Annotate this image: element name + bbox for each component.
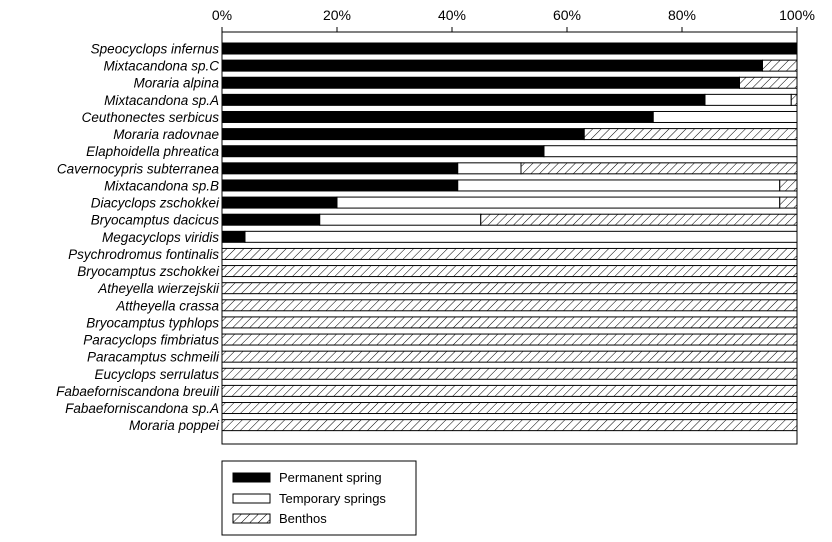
category-label: Bryocamptus dacicus bbox=[90, 212, 219, 228]
category-label: Diacyclops zschokkei bbox=[90, 195, 219, 211]
bar-segment-permanent-spring bbox=[222, 214, 320, 225]
bar-segment-benthos bbox=[222, 403, 797, 414]
category-label: Ceuthonectes serbicus bbox=[81, 109, 219, 125]
bar-segment-benthos bbox=[521, 163, 797, 174]
x-axis bbox=[212, 7, 815, 32]
x-tick-label: 80% bbox=[667, 7, 697, 23]
bar-segment-permanent-spring bbox=[222, 163, 458, 174]
bar-segment-benthos bbox=[740, 77, 798, 88]
bar-segment-permanent-spring bbox=[222, 146, 544, 157]
bar-segment-benthos bbox=[780, 197, 797, 208]
legend-swatch-temporary-springs bbox=[233, 494, 270, 503]
bar-segment-benthos bbox=[222, 420, 797, 431]
category-label: Paracyclops fimbriatus bbox=[83, 332, 219, 348]
category-label: Fabaeforniscandona breuili bbox=[56, 383, 219, 399]
bar-segment-benthos bbox=[222, 317, 797, 328]
bar-segment-temporary-springs bbox=[653, 111, 797, 122]
category-label: Mixtacandona sp.A bbox=[104, 92, 219, 108]
bar-segment-permanent-spring bbox=[222, 60, 763, 71]
x-tick-label: 60% bbox=[552, 7, 582, 23]
bar-segment-benthos bbox=[222, 351, 797, 362]
category-label: Moraria poppei bbox=[128, 418, 219, 434]
legend-label-temporary-springs: Temporary springs bbox=[279, 491, 386, 506]
category-label: Cavernocypris subterranea bbox=[56, 161, 219, 177]
bar-segment-temporary-springs bbox=[705, 94, 791, 105]
bar-segment-benthos bbox=[780, 180, 797, 191]
bar-segment-temporary-springs bbox=[544, 146, 797, 157]
bar-segment-benthos bbox=[763, 60, 798, 71]
bars-group bbox=[222, 43, 797, 431]
x-tick-label: 0% bbox=[211, 7, 233, 23]
bar-segment-benthos bbox=[222, 300, 797, 311]
bar-segment-permanent-spring bbox=[222, 197, 337, 208]
category-label: Mixtacandona sp.C bbox=[103, 58, 219, 74]
legend bbox=[222, 461, 416, 535]
bar-segment-benthos bbox=[584, 129, 797, 140]
category-label: Moraria alpina bbox=[133, 75, 219, 91]
category-label: Megacyclops viridis bbox=[101, 229, 219, 245]
legend-swatch-benthos bbox=[233, 514, 270, 523]
category-label: Bryocamptus typhlops bbox=[86, 315, 219, 331]
bar-segment-benthos bbox=[222, 248, 797, 259]
category-label: Attheyella crassa bbox=[116, 298, 219, 314]
bar-segment-permanent-spring bbox=[222, 111, 653, 122]
bar-segment-permanent-spring bbox=[222, 77, 740, 88]
y-axis-labels bbox=[56, 42, 220, 434]
bar-segment-benthos bbox=[222, 266, 797, 277]
bar-segment-permanent-spring bbox=[222, 231, 245, 242]
x-tick-label: 20% bbox=[322, 7, 352, 23]
legend-label-permanent-spring: Permanent spring bbox=[279, 470, 382, 485]
bar-segment-benthos bbox=[791, 94, 797, 105]
x-tick-label: 40% bbox=[437, 7, 467, 23]
legend-swatch-permanent-spring bbox=[233, 473, 270, 482]
bar-segment-permanent-spring bbox=[222, 180, 458, 191]
bar-segment-temporary-springs bbox=[337, 197, 780, 208]
bar-segment-benthos bbox=[222, 368, 797, 379]
bar-segment-benthos bbox=[222, 283, 797, 294]
bar-segment-permanent-spring bbox=[222, 94, 705, 105]
bar-segment-temporary-springs bbox=[320, 214, 481, 225]
category-label: Atheyella wierzejskii bbox=[98, 281, 219, 297]
bar-segment-temporary-springs bbox=[245, 231, 797, 242]
bar-segment-temporary-springs bbox=[458, 163, 521, 174]
bar-segment-benthos bbox=[222, 334, 797, 345]
category-label: Speocyclops infernus bbox=[90, 41, 219, 57]
category-label: Eucyclops serrulatus bbox=[94, 366, 219, 382]
x-tick-label: 100% bbox=[779, 7, 815, 23]
category-label: Psychrodromus fontinalis bbox=[68, 246, 219, 262]
category-label: Mixtacandona sp.B bbox=[104, 178, 219, 194]
bar-segment-temporary-springs bbox=[458, 180, 780, 191]
legend-label-benthos: Benthos bbox=[279, 511, 327, 526]
category-label: Bryocamptus zschokkei bbox=[77, 264, 219, 280]
bar-segment-benthos bbox=[222, 385, 797, 396]
bar-segment-benthos bbox=[481, 214, 797, 225]
bar-segment-permanent-spring bbox=[222, 129, 584, 140]
category-label: Elaphoidella phreatica bbox=[86, 144, 219, 160]
category-label: Paracamptus schmeili bbox=[86, 349, 219, 365]
category-label: Moraria radovnae bbox=[113, 127, 219, 143]
bar-segment-permanent-spring bbox=[222, 43, 797, 54]
category-label: Fabaeforniscandona sp.A bbox=[65, 401, 219, 417]
